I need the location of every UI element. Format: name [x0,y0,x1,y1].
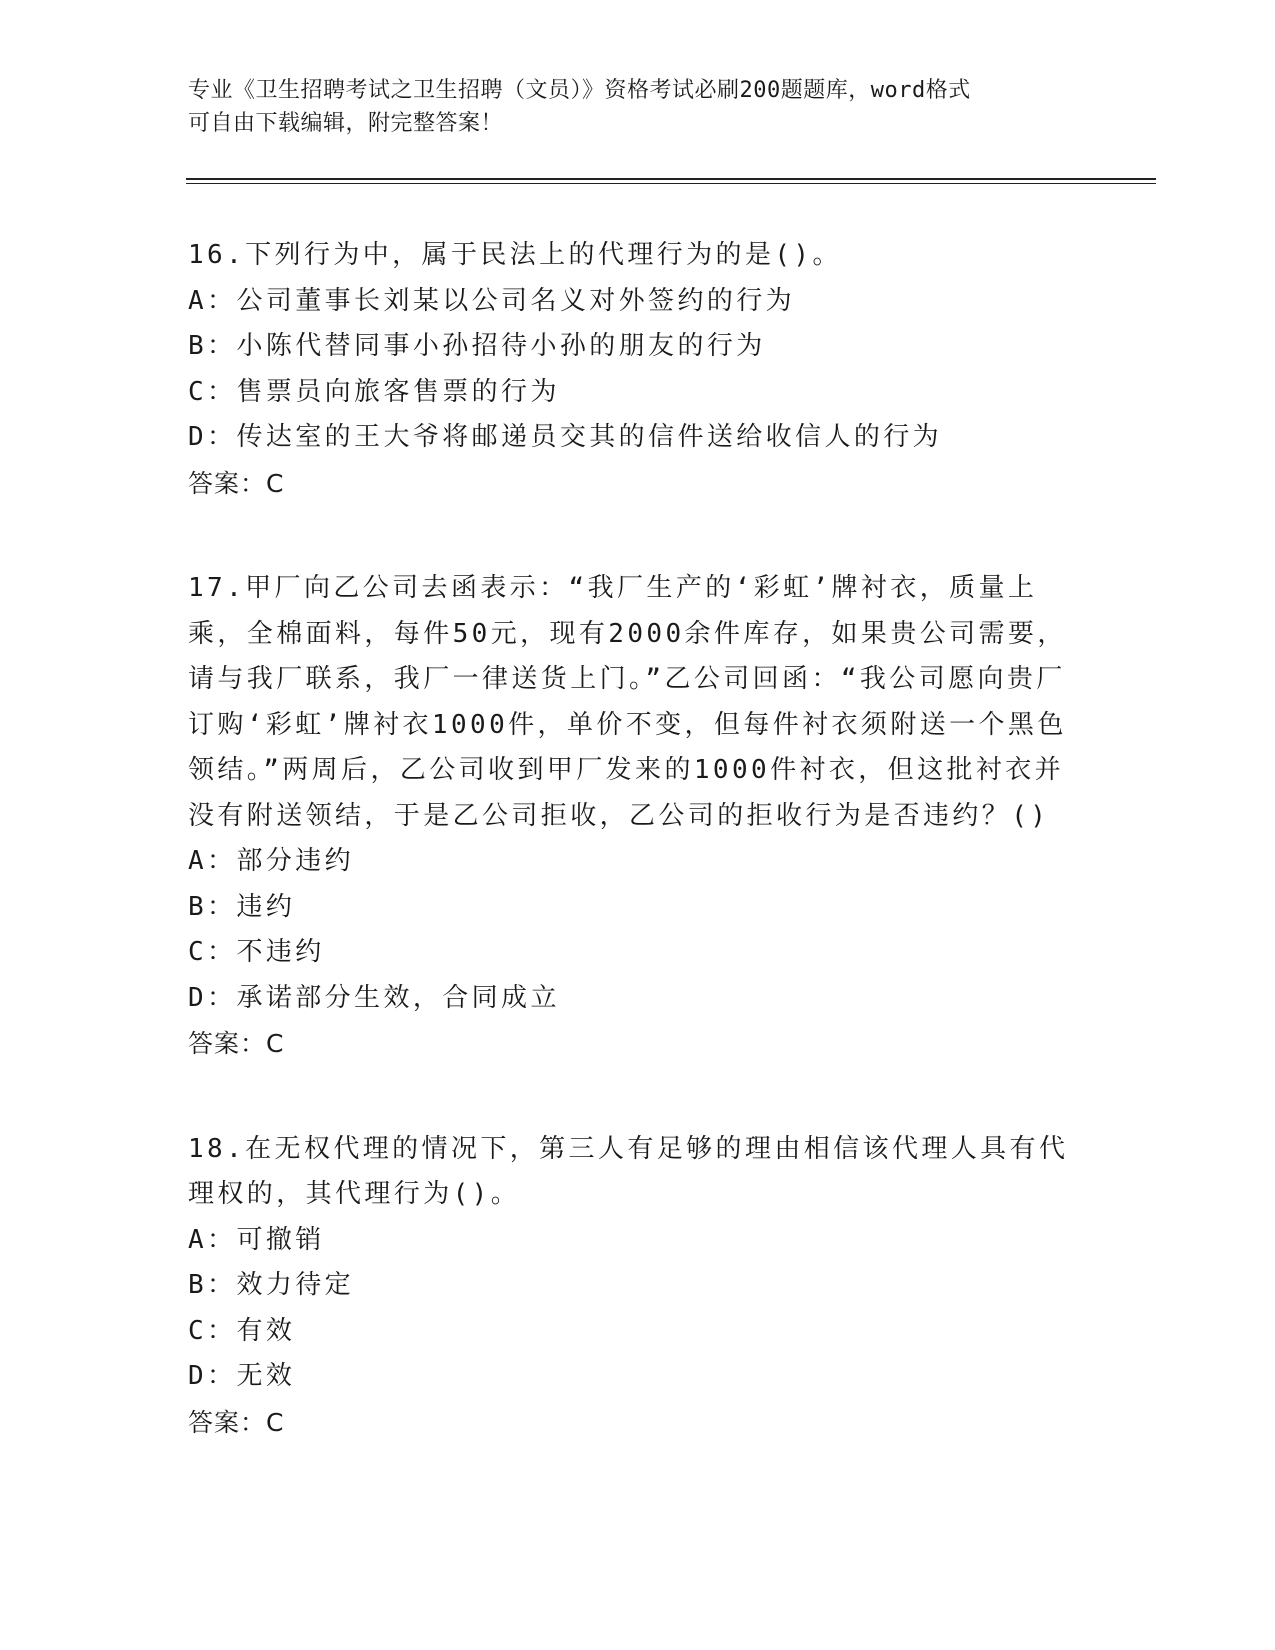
header-divider-thick [186,178,1156,180]
question-stem: 18.在无权代理的情况下，第三人有足够的理由相信该代理人具有代理权的，其代理行为()。 [188,1133,1069,1209]
question-stem: 17.甲厂向乙公司去函表示：“我厂生产的‘彩虹’牌衬衣，质量上乘，全棉面料，每件50元，现有2000余件库存，如果贵公司需要，请与我厂联系，我厂一律送货上门。”乙公司回函：“我公司愿向贵厂订购‘彩虹’牌衬衣1000件，单价不变，但每件衬衣须附送一个黑色领结。”两周后，乙公司收到甲厂发来的1000件衬衣，但这批衬衣并没有附送领结，于是乙公司拒收，乙公司的拒收行为是否违约？() [188,573,1067,831]
option-d: D：承诺部分生效，合同成立 [188,982,560,1013]
answer-line: 答案：C [188,1407,285,1437]
question-18 [188,1127,1088,1446]
header-line-1: 专业《卫生招聘考试之卫生招聘（文员）》资格考试必刷200题题库，word格式 [188,78,971,103]
option-a: A：可撤销 [188,1224,325,1255]
option-d: D：传达室的王大爷将邮递员交其的信件送给收信人的行为 [188,422,943,452]
option-a: A：公司董事长刘某以公司名义对外签约的行为 [188,285,796,316]
header-line-2: 可自由下载编辑，附完整答案！ [188,111,504,136]
option-c: C：售票员向旅客售票的行为 [188,376,560,407]
option-a: A：部分违约 [188,846,355,876]
question-list [188,233,1088,1505]
question-16 [188,233,1088,506]
option-c: C：有效 [188,1315,296,1346]
document-header [188,74,1068,140]
question-stem: 16.下列行为中，属于民法上的代理行为的是()。 [188,240,842,270]
option-c: C：不违约 [188,937,325,967]
option-d: D：无效 [188,1361,296,1391]
answer-line: 答案：C [188,1029,285,1058]
header-divider-thin [186,183,1156,184]
option-b: B：违约 [188,891,296,922]
question-17 [188,566,1088,1067]
option-b: B：小陈代替同事小孙招待小孙的朋友的行为 [188,331,766,361]
option-b: B：效力待定 [188,1270,355,1300]
answer-line: 答案：C [188,468,285,498]
